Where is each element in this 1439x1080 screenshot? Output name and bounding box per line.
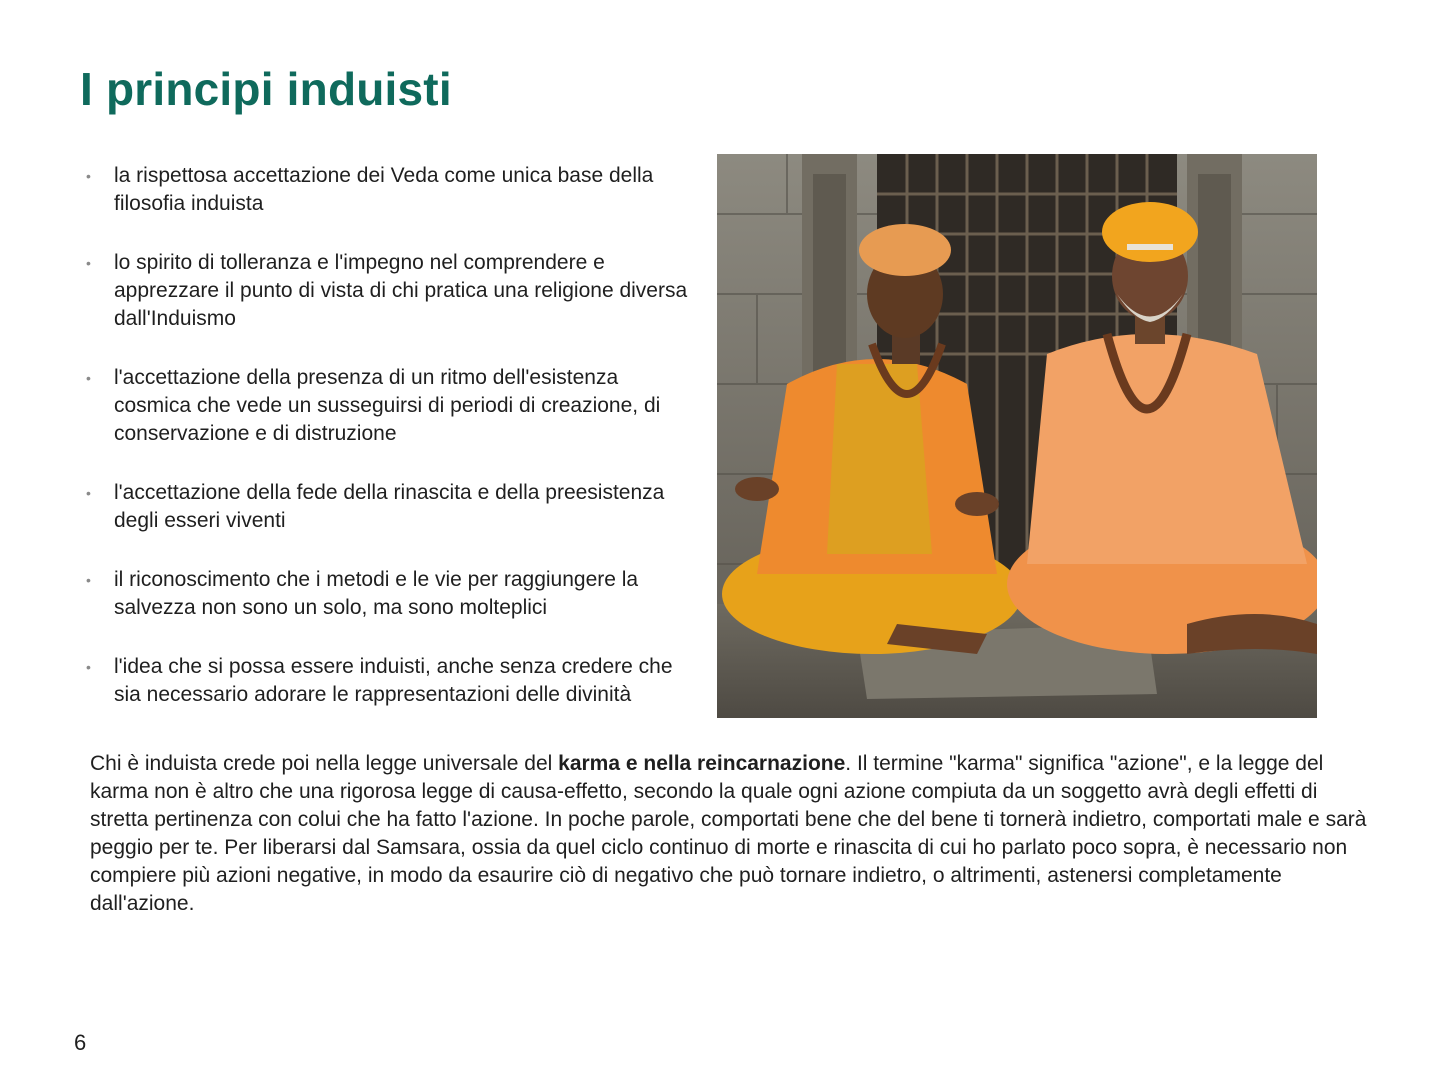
paragraph-text-before: Chi è induista crede poi nella legge universale del — [90, 752, 559, 775]
list-item — [84, 249, 696, 333]
photo-illustration — [717, 154, 1317, 718]
karma-paragraph — [90, 750, 1380, 918]
paragraph-bold-text: karma e nella reincarnazione — [558, 752, 846, 775]
list-item-text: l'idea che si possa essere induisti, anche senza credere che sia necessario adorare le rappresentazioni delle divinità — [114, 655, 673, 706]
list-item — [84, 162, 696, 218]
list-item-text: l'accettazione della fede della rinascita e della preesistenza degli esseri viventi — [114, 481, 665, 532]
page-number: 6 — [74, 1030, 87, 1055]
page-title: I principi induisti — [80, 63, 452, 115]
list-item-text: la rispettosa accettazione dei Veda come unica base della filosofia induista — [114, 164, 654, 215]
list-item-text: lo spirito di tolleranza e l'impegno nel comprendere e apprezzare il punto di vista di chi pratica una religione diversa dall'Induismo — [114, 251, 688, 330]
principles-list — [84, 162, 696, 740]
list-item — [84, 566, 696, 622]
list-item-text: il riconoscimento che i metodi e le vie per raggiungere la salvezza non sono un solo, ma sono molteplici — [114, 568, 639, 619]
bullet-icon: • — [86, 255, 91, 271]
bullet-icon: • — [86, 659, 91, 675]
bullet-icon: • — [86, 370, 91, 386]
bullet-icon: • — [86, 485, 91, 501]
list-item — [84, 479, 696, 535]
bullet-icon: • — [86, 168, 91, 184]
list-item-text: l'accettazione della presenza di un ritmo dell'esistenza cosmica che vede un susseguirsi di periodi di creazione, di conservazione e di distruzione — [114, 366, 661, 445]
paragraph-text-after: . Il termine "karma" significa "azione", e la legge del karma non è altro che una rigorosa legge di causa-effetto, secondo la quale ogni azione compiuta da un soggetto avrà degli effetti di stretta pertinenza con colui che ha fatto l'azione. In poche parole, comportati bene che del bene ti tornerà indietro, comportati male e sarà peggio per te. Per liberarsi dal Samsara, ossia da quel ciclo continuo di morte e rinascita di cui ho parlato poco sopra, è necessario non compiere più azioni negative, in modo da esaurire ciò di negativo che può tornare indietro, o altrimenti, astenersi completamente dall'azione. — [90, 752, 1367, 915]
list-item — [84, 653, 696, 709]
sadhus-photo — [717, 154, 1317, 718]
list-item — [84, 364, 696, 448]
bullet-icon: • — [86, 572, 91, 588]
